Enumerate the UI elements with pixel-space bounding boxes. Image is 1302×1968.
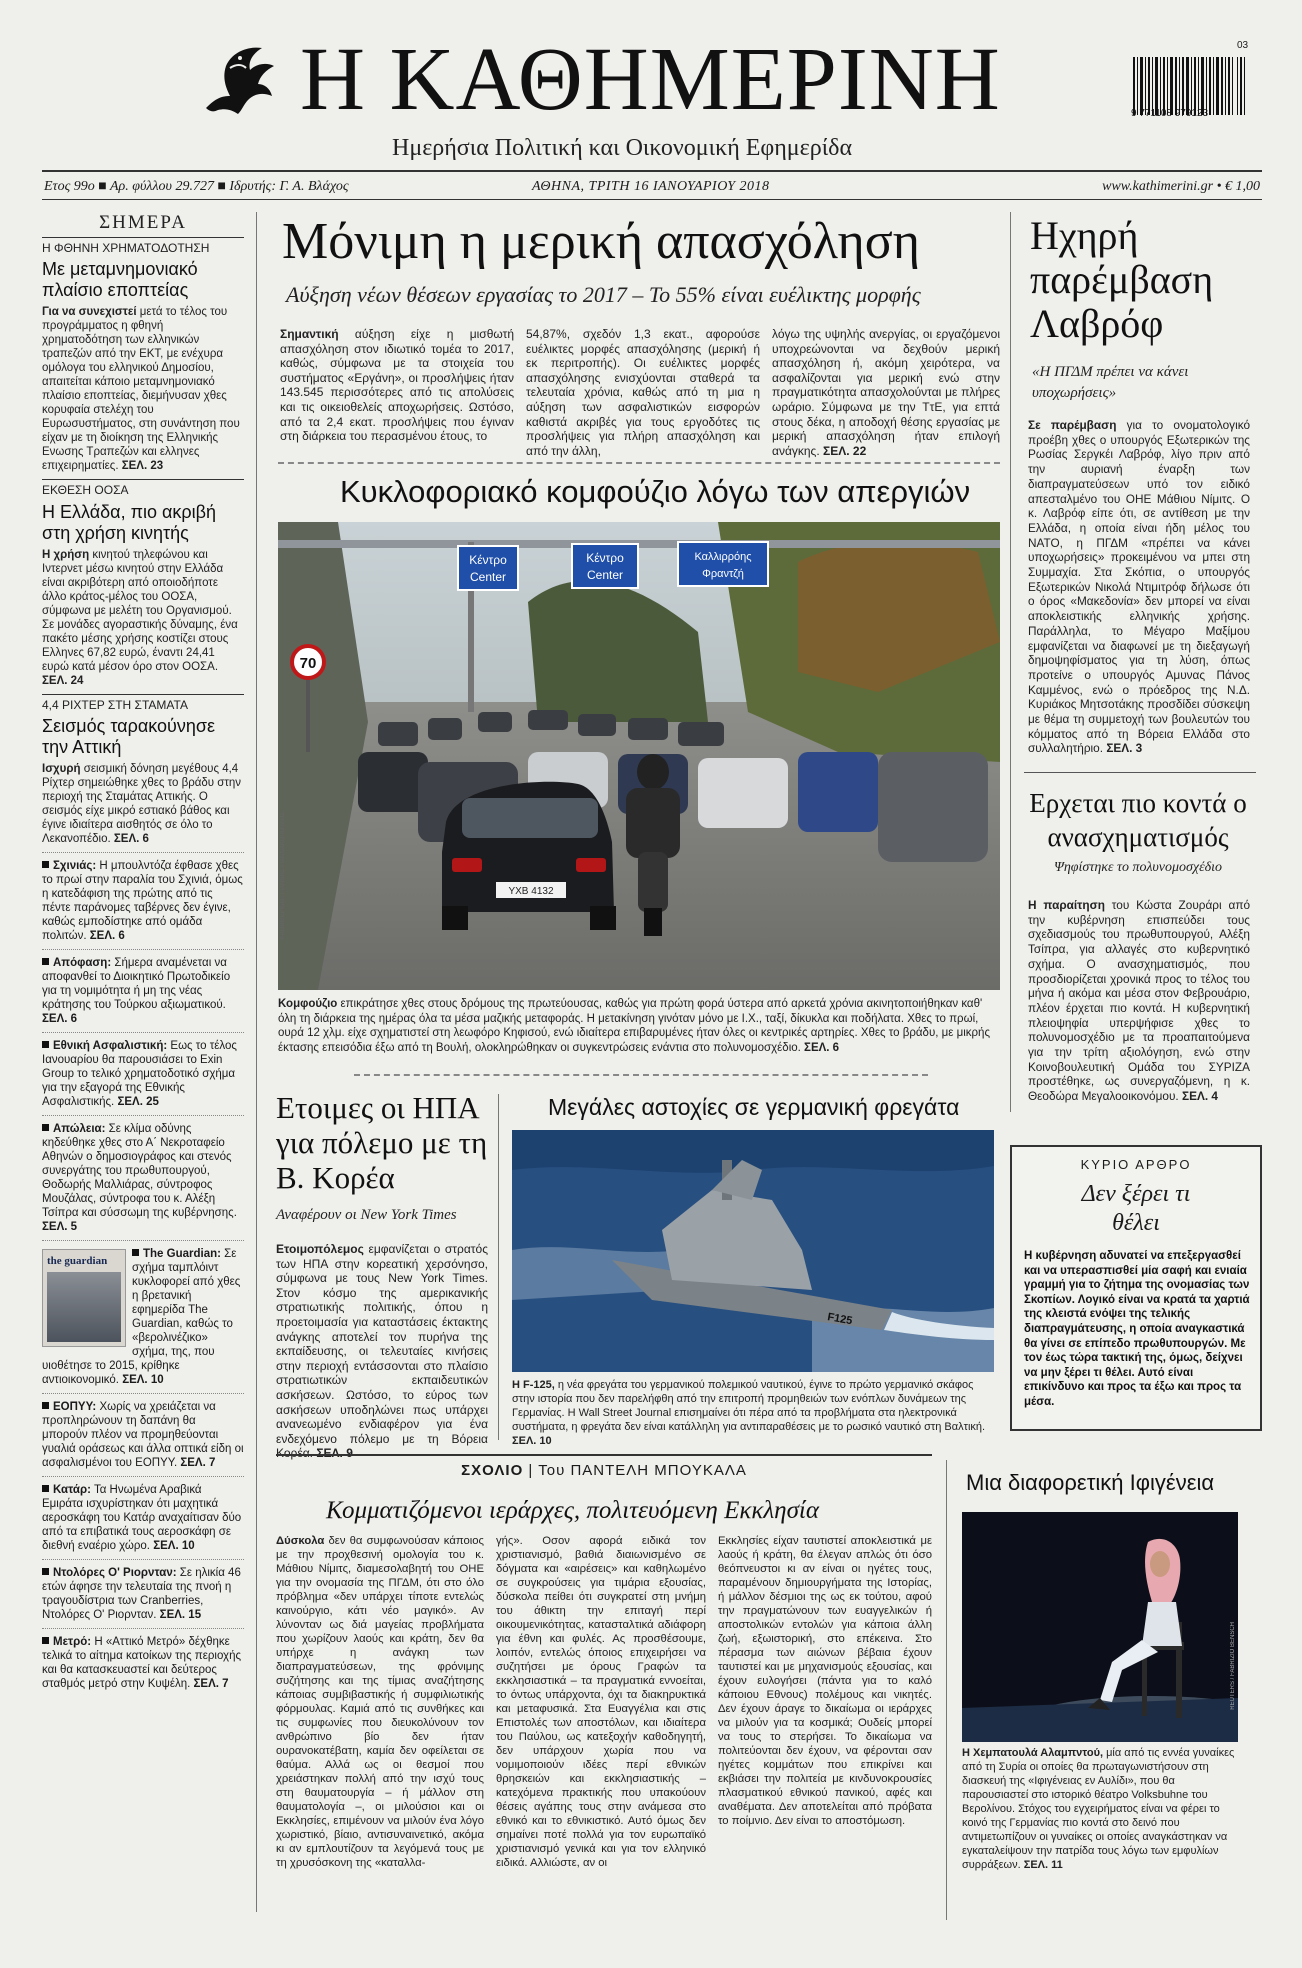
speed-limit-value: 70 (299, 655, 317, 672)
iphigenia-headline: Μια διαφορετική Ιφιγένεια (966, 1470, 1215, 1495)
sign-kallirrois (678, 542, 768, 586)
bullet-icon (42, 1124, 49, 1131)
column-rule (946, 1460, 947, 1920)
barcode-issue: 03 (1237, 40, 1249, 51)
reshuffle-body: Η παραίτηση του Κώστα Ζουράρι από την κυβέρνηση επισπεύδει τους σχεδιασμούς του πρωθυπουργού, Αλέξη Τσίπρα, για αλλαγές στο κυβερνητικό σχήμα. Ο ανασχηματισμός, που προσδιορίζεται χρονικά προς το τέλος του μήνα ή ακόμα και μέσα στον Φεβρουάριο, πλέον έρχεται πιο κοντά. Η κυβερνητική πλειοψηφία υπερψήφισε χθες το πολυνομοσχέδιο με τα προαπαιτούμενα για την τρίτη αξιολόγηση, ενώ στην Κοινοβουλευτική Ομάδα του ΣΥΡΙΖΑ προστέθηκε, ως συνεργαζόμενη, η κ. Θεοδώρα Μεγαλοοικονόμου. ΣΕΛ. 4 (1028, 898, 1251, 1104)
iphigenia-photo (962, 1512, 1238, 1742)
sidebar-story (42, 694, 244, 847)
sign-text: Center (469, 570, 507, 584)
traffic-scene (278, 522, 1000, 990)
comment-label: ΣΧΟΛΙΟ | Του ΠΑΝΤΕΛΗ ΜΠΟΥΚΑΛΑ (461, 1462, 747, 1479)
frigate-photo (512, 1130, 994, 1372)
barcode-digits: 9 771108 979123 (1131, 108, 1209, 119)
iphigenia-caption: Η Χεμπατουλά Αλαμπντού, μία από τις εννέα γυναίκες από τη Συρία οι οποίες θα πρωταγωνιστήσουν στη διασκευή της «Ιφιγένειας εν Αυλίδι», που θα παρουσιαστεί στο ιστορικό θέατρο Volksbuhne του Βερολίνου. Στόχος του εγχειρήματος είναι να φέρει το κοινό της Γερμανίας πιο κοντά στο δεινό που αντιμετωπίζουν οι γυναίκες οι οποίες αναγκάστηκαν να εγκαταλείψουν την πατρίδα τους λόγω των εμφυλίων συρράξεων. ΣΕΛ. 11 (962, 1747, 1235, 1871)
comment-bar (276, 1454, 932, 1484)
story-kicker: 4,4 ΡΙΧΤΕΡ ΣΤΗ ΣΤΑΜΑΤΑ (42, 694, 244, 713)
sign-centre-2 (572, 544, 638, 588)
frigate-headline: Μεγάλες αστοχίες σε γερμανική φρεγάτα (548, 1094, 960, 1120)
story-text: Για να συνεχιστεί μετά το τέλος του προγράμματος η φθηνή χρηματοδότηση των ελληνικών τραπεζών από την ΕΚΤ, με ενέχυρα ομόλογα του ελληνικού Δημοσίου, απαιτείται κάποιο μεταμνημονιακό πλαίσιο εποπτείας, διεμήνυσαν χθες κορυφαία στελέχη του Ευρωσυστήματος, στη συνάντηση που είχαν με τη διοίκηση της Ελληνικής Ενωσης Τραπεζών και ελληνες επιχειρηματίες. ΣΕΛ. 23 (42, 306, 240, 472)
usa-body: Ετοιμοπόλεμος εμφανίζεται ο στρατός των ΗΠΑ στην κορεατική χερσόνησο, σύμφωνα με τους New York Times. Στον κόσμο της αμερικανικής στρατιωτικής πολιτικής, όπου η προετοιμασία για καταστάσεις έκτακτης ανάγκης αποτελεί τον πυρήνα της εκπαίδευσης, οι τελευταίες κινήσεις στην περιοχή εντάσσονται στο πλαίσιο στρατιωτικών εκπαιδευτικών ασκήσεων. Ωστόσο, το εύρος των ασκήσεων υποδηλώνει πως υπάρχει ανανεωμένο ενδιαφέρον για ένα ενδεχόμενο πόλεμο με τη Βόρεια Κορέα. ΣΕΛ. 9 (276, 1242, 488, 1461)
guardian-thumbnail (42, 1249, 126, 1347)
bullet-icon (42, 861, 49, 868)
editorial-label: ΚΥΡΙΟ ΑΡΘΡΟ (1080, 1157, 1192, 1172)
sidebar-brief: ΕΟΠΥΥ: Χωρίς να χρειάζεται να προπληρώνουν τη δαπάνη θα μπορούν πλέον να προμηθεύονται γυαλιά οράσεως και άλλα οπτικά είδη οι ασφαλισμένοι του ΕΟΠΥΥ. ΣΕΛ. 7 (42, 1393, 244, 1470)
usa-headline: Ετοιμες οι ΗΠΑ για πόλεμο με τη Β. Κορέα (276, 1090, 488, 1195)
sign-text: Κέντρο (586, 551, 624, 565)
hatchback-car (442, 782, 616, 930)
lead-column: λόγω της υψηλής ανεργίας, οι εργαζόμενοι υποχρεώνονται να δεχθούν μερική απασχόληση ή, ακόμη χειρότερα, να ασφαλίζονται για μερική ενώ στην πραγματικότητα απασχολούνται με πλήρες ωράριο. Σύμφωνα με την ΤτΕ, για επτά στους δέκα, η αποδοχή θέσης εργασίας με μερική απασχόληση ήταν επιλογή ανάγκης. ΣΕΛ. 22 (772, 327, 1000, 458)
sign-text: Center (586, 568, 624, 582)
paper-title: Η ΚΑΘΗΜΕΡΙΝΗ (300, 30, 1001, 129)
traffic-headline: Κυκλοφοριακό κομφούζιο λόγω των απεργιών (340, 474, 971, 509)
column-rule (256, 212, 257, 1912)
lead-subhead: Αύξηση νέων θέσεων εργασίας το 2017 – Το 55% είναι ευέλικτης μορφής (286, 282, 921, 307)
story-title: Η Ελλάδα, πιο ακριβή στη χρήση κινητής (42, 501, 217, 543)
iphigenia-scene (962, 1512, 1238, 1742)
bullet-icon (42, 1485, 49, 1492)
traffic-photo (278, 522, 1000, 990)
bullet-icon (132, 1249, 139, 1256)
sidebar-today (42, 210, 244, 1920)
editorial-text: Η κυβέρνηση αδυνατεί να επεξεργασθεί και να υπερασπισθεί μία σαφή και ενιαία γραμμή για το ζήτημα της ονομασίας των Σκοπίων. Λογικό είναι να κρατά τα χαρτιά της κλειστά ενόψει της τελικής διαπραγμάτευσης, η οποία αναγκαστικά θα γίνει σε επίπεδο πρωθυπουργών. Με τον έως τώρα τακτική της, όμως, δείχνει να μην ξέρει τι θέλει. Αυτό είναι επικίνδυνο και προς τα έξω και προς τα μέσα. (1024, 1250, 1250, 1408)
lavrov-body: Σε παρέμβαση για το ονοματολογικό προέβη χθες ο υπουργός Εξωτερικών της Ρωσίας Σεργκέι Λαβρόφ, λίγο πριν από την αυριανή έναρξη των διαπραγματεύσεων υπό τον ειδικό απεσταλμένο του ΟΗΕ Μάθιου Νίμιτς. Ο κ. Λαβρόφ είπε ότι, σε αντίθεση με την Ελλάδα, η οποία είναι ήδη μέλος του ΝΑΤΟ, η ΠΓΔΜ «πρέπει να κάνει υποχωρήσεις» προκειμένου να μπει στη Συμμαχία. Στα Σκόπια, ο υπουργός Εξωτερικών Νικολά Ντιμιτρόφ δήλωσε ότι ο όρος «Μακεδονία» δεν μπορεί να είναι αποκλειστικής ελληνικής χρήσης. Παράλληλα, το Μέγαρο Μαξίμου εμφανίζεται να διαφωνεί με τη διεξαγωγή δημοψηφίσματος για τη λύση, όπως προτείνε ο υπουργός Αμυνας Πάνος Καμμένος, ενώ ο πρόεδρος της Ν.Δ. Κυριάκος Μητσοτάκης προσδίδει σύσκεψη με θέμα τη συμμετοχή των βουλευτών του κόμματος από τη Βόρεια Ελλάδα στο συλλαλητήριο. ΣΕΛ. 3 (1028, 418, 1251, 756)
editorial-title: Δεν ξέρει τι θέλει (1081, 1181, 1191, 1236)
hull-number: F125 (826, 1311, 854, 1328)
barcode-number (1131, 108, 1208, 119)
usa-deck: Αναφέρουν οι New York Times (276, 1207, 457, 1223)
bullet-icon (42, 958, 49, 965)
issue-date: ΑΘΗΝΑ, ΤΡΙΤΗ 16 ΙΑΝΟΥΑΡΙΟΥ 2018 (532, 179, 770, 194)
comment-headline: Κομματιζόμενοι ιεράρχες, πολιτευόμενη Εκκλησία (326, 1497, 819, 1524)
bullet-icon (42, 1041, 49, 1048)
bullet-icon (42, 1637, 49, 1644)
sign-text: Καλλιρρόης (694, 551, 752, 563)
sidebar-brief: the guardian The Guardian: Σε σχήμα ταμπλόιντ κυκλοφορεί από χθες η βρετανική εφημερίδα The Guardian, καθώς το «βερολινέζικο» σχήμα, της, που υιοθέτησε το 2015, κρίθηκε αντιοικονομικό. ΣΕΛ. 10 (42, 1240, 244, 1387)
bullet-icon (42, 1402, 49, 1409)
masthead (0, 0, 1302, 240)
comment-column: γής». Οσον αφορά ειδικά τον χριστιανισμό, βαθιά διαιωνισμένο σε δόγματα και «αιρέσεις» και καθηλωμένο σε συγκρούσεις για τιμάρια εξουσίας, δύσκολα πείθει ότι συγκρατεί στη μνήμη του άθικτη την επιταγή περί οικουμενικότητας, κατασταλτικά αδιάφορη για έθνη και φυλές. Ας προσθέσουμε, λοιπόν, εντελώς όποιος επιχειρήσει να συζητήσει με όρους Γραφών τα εκκλησιαστικά – τα πραγματικά εννοείται, το όντως υπάρχοντα, όχι τα διακηρυκτικά και μεταφυσικά. Στα Ευαγγέλια και στις Επιστολές των αποστόλων, και ιδιαίτερα του Παύλου, ως κατεξοχήν καθοδηγητή, δεν υπάρχουν χωρία που να νομιμοποιούν ιδέες περί εθνικών θρησκειών και εκκλησιαστικής – κατεχόμενα πρακτικής που υπακούουν θέσεις αγάπης τους στην ανάμεσα στο εθνικό και το εθνικιστικό. Αυτό όμως δεν σημαίνει ποτέ πολλά για τον ευρωπαϊκό χριστιανισμό γενικά και για τον ελληνικό ειδικά. Αλλιώστε, αν οι (496, 1535, 706, 1869)
story-title: Με μεταμνημονιακό πλαίσιο εποπτείας (42, 259, 198, 300)
lavrov-headline: Ηχηρή παρέμβαση Λαβρόφ (1030, 213, 1214, 346)
sidebar-brief: Εθνική Ασφαλιστική: Εως το τέλος Ιανουαρίου θα παρουσιάσει το Exin Group το τελικό χρηματοδοτικό σχήμα για την εξαγορά της Εθνικής Ασφαλιστικής. ΣΕΛ. 25 (42, 1032, 244, 1109)
photo-credit: ΚΑΘΗΜΕΡΙΝΗ / ΓΙΑΝΝΗΣ ΓΙΑΝΝΑΚΟΠΟΥΛΟΣ (280, 812, 286, 940)
reshuffle-headline: Ερχεται πιο κοντά ο ανασχηματισμός (1029, 788, 1247, 852)
lead-headline: Μόνιμη η μερική απασχόληση (282, 213, 920, 270)
griffin-logo-icon (196, 38, 280, 122)
sidebar-heading: ΣΗΜΕΡΑ (99, 212, 187, 233)
sidebar-brief: Σχινιάς: Η μπουλντόζα έφθασε χθες το πρωί στην παραλία του Σχινιά, όμως η κατεδάφιση της πρώτης από τις πέντε παράνομες ταβέρνες δεν έγινε, καθώς εμποδίστηκε από ομάδα πολιτών. ΣΕΛ. 6 (42, 852, 244, 943)
issue-line (42, 170, 1262, 200)
section-rule (278, 462, 1000, 464)
photo-credit: REUTERS / FABRIZIO BENSCH (1230, 1622, 1236, 1710)
guardian-thumb-photo (47, 1272, 121, 1342)
frigate-caption: Η F-125, η νέα φρεγάτα του γερμανικού πολεμικού ναυτικού, έγινε το πρώτο γερμανικό σκάφος στην ιστορία που δεν παρελήφθη από την επιτροπή προμηθειών των ενόπλων δυνάμεων της Γερμανίας. Η Wall Street Journal επισημαίνει ότι πέρα από τα προβλήματα στα ηλεκτρονικά συστήματα, η φρεγάτα δεν είναι κατάλληλη για αντιπαραθέσεις με το ρωσικό ναυτικό στη Βαλτική. ΣΕΛ. 10 (512, 1379, 986, 1447)
sign-text: Φραντζή (702, 568, 744, 580)
website-price: www.kathimerini.gr • € 1,00 (1102, 179, 1260, 194)
issue-info: Ετος 99ο ■ Αρ. φύλλου 29.727 ■ Ιδρυτής: Γ. Α. Βλάχος (44, 179, 349, 194)
sidebar-brief: Κατάρ: Τα Ηνωμένα Αραβικά Εμιράτα ισχυρίστηκαν ότι μαχητικά αεροσκάφη του Κατάρ αναχαίτισαν δύο από τα επιβατικά τους αεροσκάφη σε διεθνή εναέριο χώρο. ΣΕΛ. 10 (42, 1476, 244, 1553)
section-rule (354, 1074, 928, 1076)
comment-column: Εκκλησίες είχαν ταυτιστεί αποκλειστικά με λαούς ή κράτη, θα έλεγαν απλώς ότι όσο θεόπνευστοι κι αν είναι οι ηγέτες τους, παραμένουν δημιουργήματα της Ιστορίας, ή μάλλον δέσμιοι της ως εκ τούτου, αφού την πραγματώνουν των ευαγγελικών ή αποστολικών εντολών για κάποια άλλη ζωή, εξωιστορική, στο επέκεινα. Στο πέρασμα των αιώνων βέβαια έχουν ταυτιστεί και με μηχανισμούς εξουσίας, και έχουν ευλογήσει (πάντα για το καλό κάποιου Εθνους) πολέμους και νικητές. Δεν έχουν άραγε το δικαίωμα οι ιεράρχες να μιλούν για τα κοσμικά; Ουδείς μπορεί να τους το στερήσει. Το δικαίωμα να πολιτεύονται δεν έχουν, να φέρονται σαν ηγέτες κομμάτων που επικρίνει και εκβιάσει την πολιτεία με κινδυνοκρουσίες πλασματικού εθνικού πανικού, αφές και αναθέματα. Δεν αποτελείται από πρόβατα το ποίμνιο. Δεν είναι το αποστόμωση. (718, 1535, 932, 1827)
paper-subtitle: Ημερήσια Πολιτική και Οικονομική Εφημερίδα (392, 135, 853, 161)
traffic-caption: Κομφούζιο επικράτησε χθες στους δρόμους της πρωτεύουσας, καθώς για πρώτη φορά ύστερα από αρκετά χρόνια ακινητοποιήθηκαν καθ' όλη τη διάρκεια της ημέρας όλα τα μέσα μαζικής μεταφοράς. Η μετακίνηση γινόταν μόνο με Ι.Χ., ταξί, δίκυκλα και ποδήλατα. Χθες το πρωί, ουρά 12 χλμ. είχε σχηματιστεί στη λεωφόρο Κηφισού, ενώ ιδιαίτερα επιβαρυμένες ήταν όλες οι κεντρικές αρτηρίες. Χθες το βράδυ, με μικρής έκτασης επεισόδια έξω από τη Βουλή, ολοκληρώθηκαν οι συγκεντρώσεις ενάντια στο πολυνομοσχέδιο. ΣΕΛ. 6 (278, 998, 990, 1054)
story-text: Ισχυρή σεισμική δόνηση μεγέθους 4,4 Ρίχτερ σημειώθηκε χθες το βράδυ στην περιοχή της Σταμάτας Αττικής. Ο σεισμός είχε μικρό εστιακό βάθος και έγινε ιδιαίτερα αισθητός σε όλο το Λεκανοπέδιο. ΣΕΛ. 6 (42, 763, 242, 845)
lead-column: 54,87%, σχεδόν 1,3 εκατ., αφορούσε ευέλικτες μορφές απασχόλησης (μερική ή εκ περιτροπής). Οι ευέλικτες μορφές απασχόλησης ενισχύονται σταθερά τα τελευταία χρόνια, καθώς από τη μια η αύξηση των ασφαλιστικών εισφορών καθιστά ακριβές για τους εργοδότες τις προσλήψεις για πλήρη απασχόληση και από την άλλη, (526, 327, 760, 458)
frigate-scene (512, 1130, 994, 1372)
story-title: Σεισμός ταρακούνησε την Αττική (42, 716, 216, 757)
license-plate: ΥΧΒ 4132 (508, 886, 554, 897)
story-kicker: ΕΚΘΕΣΗ ΟΟΣΑ (42, 479, 244, 498)
sidebar-brief: Ντολόρες Ο' Ριορνταν: Σε ηλικία 46 ετών άφησε την τελευταία της πνοή η τραγουδίστρια των Cranberries, Ντολόρες Ο' Ριορνταν. ΣΕΛ. 15 (42, 1559, 244, 1622)
guardian-thumb-title: the guardian (47, 1255, 108, 1267)
column-rule (1010, 212, 1011, 1112)
sidebar-brief: Μετρό: Η «Αττικό Μετρό» δέχθηκε τελικά το αίτημα κατοίκων της περιοχής και θα κατασκευαστεί και δεύτερος σταθμός μετρό στην Κυψέλη. ΣΕΛ. 7 (42, 1628, 244, 1691)
comment-column: Δύσκολα δεν θα συμφωνούσαν κάποιος με την προχθεσινή ομολογία του κ. Μάθιου Νίμιτς, διαμεσολαβητή του ΟΗΕ για την ονομασία της ΠΓΔΜ, ότι στο όλο πρόβλημα «δεν υπάρχει τίποτε εντελώς καινούργιο, κάτι νέο μαγικό». Αν λύνονταν ως διά μαγείας προβλήματα που χωρίζουν λαούς και κράτη, δεν θα υπήρχε η ανάγκη των διαπραγματεύσεων, της φρόνιμης συζήτησης και της τίμιας αναζήτησης κάποιας συμβιβαστικής ή συμφιλιωτικής φόρμουλας. Καμιά από τις συνθήκες και τις συμφωνίες που διευκολύνουν τον ανθρώπινο βίο δεν ήταν ουρανοκατέβατη, καμία δεν οφείλεται σε θαύμα. Αλλά ως οι θεσμοί που χρειάστηκαν πολλή από την ισχύ τους στη θαυματουργία – ή μάλλον στη θαυματολογία –, οι μιλούσιοι και οι Εκκλησίες, επιμένουν να μιλούν ένα λόγο χωριστικό, βίαιο, αντισυναινετικό, ακόμα κι αν εμπλουτίζουν τα λεγόμενά τους με τη χρυσόσκονη της «καταλλα- (276, 1535, 484, 1869)
column-rule (498, 1094, 499, 1440)
bullet-icon (42, 1568, 49, 1575)
editorial-box (1010, 1145, 1262, 1431)
sidebar-brief: Απώλεια: Σε κλίμα οδύνης κηδεύθηκε χθες στο Α΄ Νεκροταφείο Αθηνών ο δημοσιογράφος και στενός συνεργάτης του πρωθυπουργού, Θοδωρής Μαλλιάρας, σύντροφος Μουζάλας, σύντροφα του κ. Αλέξη Τσίπρα και σύσσωμη της κυβέρνησης. ΣΕΛ. 5 (42, 1115, 244, 1234)
lead-column: Σημαντική αύξηση είχε η μισθωτή απασχόληση στον ιδιωτικό τομέα το 2017, καθώς, σύμφωνα με τα στοιχεία του συστήματος «Εργάνη», οι προσλήψεις ήταν 143.545 περισσότερες από τις απολύσεις και τις οικειοθελείς αποχωρήσεις. Ωστόσο, από τα 2,4 εκατ. προσλήψεις που έγιναν στη διάρκεια του περασμένου έτους, το (280, 327, 514, 444)
reshuffle-deck: Ψηφίστηκε το πολυνομοσχέδιο (1053, 860, 1222, 875)
sign-centre-1 (458, 546, 518, 590)
sidebar-story (42, 479, 244, 688)
story-kicker: Η ΦΘΗΝΗ ΧΡΗΜΑΤΟΔΟΤΗΣΗ (42, 237, 244, 256)
section-rule (1024, 772, 1256, 773)
sidebar-brief: Απόφαση: Σήμερα αναμένεται να αποφανθεί το Διοικητικό Πρωτοδικείο για τη νομιμότητα ή μη της νέας κράτησης του Τούρκου αξιωματικού. ΣΕΛ. 6 (42, 949, 244, 1026)
sign-text: Κέντρο (469, 553, 507, 567)
story-text: Η χρήση κινητού τηλεφώνου και Ιντερνετ μέσω κινητού στην Ελλάδα είναι ακριβότερη από οποιοδήποτε άλλο κράτος-μέλος του ΟΟΣΑ, σύμφωνα με μελέτη του Οργανισμού. Σε μονάδες αγοραστικής δύναμης, ένα πακέτο μέσης χρήσης κοστίζει στους Ελληνες 67,82 ευρώ, έναντι 24,41 ευρώ κατά μέσον όρο στον ΟΟΣΑ. ΣΕΛ. 24 (42, 548, 238, 687)
lavrov-deck: «Η ΠΓΔΜ πρέπει να κάνει υποχωρήσεις» (1032, 364, 1189, 401)
sidebar-story (42, 237, 244, 474)
